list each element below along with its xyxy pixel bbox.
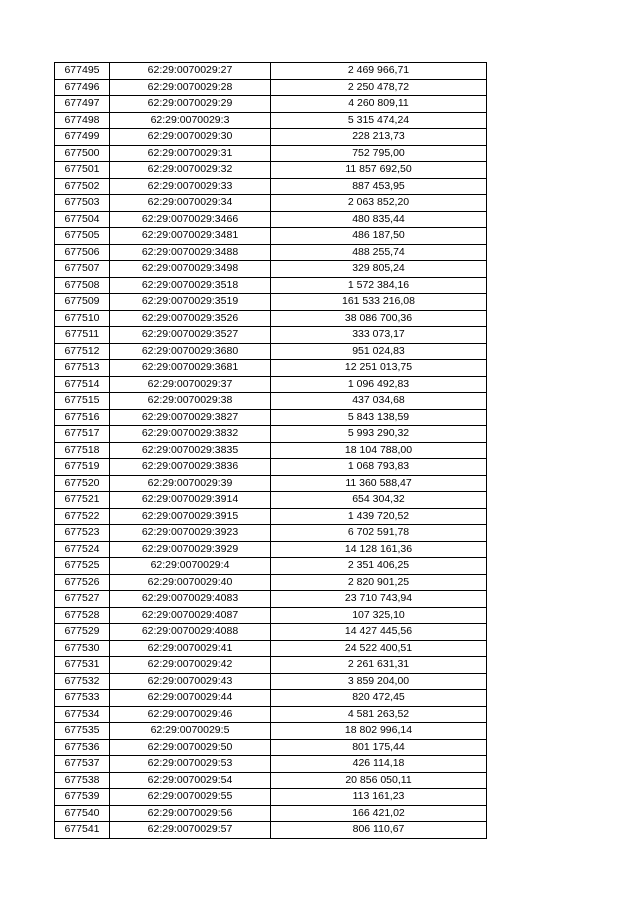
cadastral-number-cell: 62:29:0070029:3929 (110, 541, 271, 558)
table-row (55, 723, 487, 740)
row-number-cell: 677541 (55, 822, 110, 839)
table-row (55, 772, 487, 789)
row-number-cell: 677530 (55, 640, 110, 657)
cadastral-value-cell: 887 453,95 (271, 178, 487, 195)
row-number-cell: 677507 (55, 261, 110, 278)
row-number-cell: 677515 (55, 393, 110, 410)
table-row (55, 690, 487, 707)
cadastral-value-cell: 752 795,00 (271, 145, 487, 162)
cadastral-number-cell: 62:29:0070029:34 (110, 195, 271, 212)
table-row (55, 558, 487, 575)
cadastral-value-cell: 113 161,23 (271, 789, 487, 806)
cadastral-number-cell: 62:29:0070029:57 (110, 822, 271, 839)
table-row (55, 739, 487, 756)
cadastral-value-cell: 20 856 050,11 (271, 772, 487, 789)
table-body (55, 63, 487, 839)
table-row (55, 805, 487, 822)
row-number-cell: 677499 (55, 129, 110, 146)
row-number-cell: 677506 (55, 244, 110, 261)
cadastral-number-cell: 62:29:0070029:3498 (110, 261, 271, 278)
table-row (55, 426, 487, 443)
cadastral-number-cell: 62:29:0070029:55 (110, 789, 271, 806)
row-number-cell: 677529 (55, 624, 110, 641)
cadastral-number-cell: 62:29:0070029:39 (110, 475, 271, 492)
cadastral-number-cell: 62:29:0070029:4087 (110, 607, 271, 624)
row-number-cell: 677516 (55, 409, 110, 426)
cadastral-value-cell: 2 820 901,25 (271, 574, 487, 591)
cadastral-value-cell: 14 128 161,36 (271, 541, 487, 558)
row-number-cell: 677497 (55, 96, 110, 113)
cadastral-value-cell: 11 857 692,50 (271, 162, 487, 179)
cadastral-value-cell: 1 096 492,83 (271, 376, 487, 393)
row-number-cell: 677539 (55, 789, 110, 806)
table-row (55, 63, 487, 80)
row-number-cell: 677518 (55, 442, 110, 459)
cadastral-value-cell: 2 250 478,72 (271, 79, 487, 96)
table-row (55, 162, 487, 179)
cadastral-number-cell: 62:29:0070029:33 (110, 178, 271, 195)
table-row (55, 277, 487, 294)
row-number-cell: 677502 (55, 178, 110, 195)
table-row (55, 706, 487, 723)
row-number-cell: 677509 (55, 294, 110, 311)
row-number-cell: 677519 (55, 459, 110, 476)
cadastral-value-cell: 2 261 631,31 (271, 657, 487, 674)
cadastral-number-cell: 62:29:0070029:4083 (110, 591, 271, 608)
cadastral-number-cell: 62:29:0070029:3 (110, 112, 271, 129)
cadastral-value-cell: 329 805,24 (271, 261, 487, 278)
table-row (55, 442, 487, 459)
cadastral-value-cell: 480 835,44 (271, 211, 487, 228)
cadastral-value-table (54, 62, 487, 839)
cadastral-value-cell: 38 086 700,36 (271, 310, 487, 327)
row-number-cell: 677540 (55, 805, 110, 822)
row-number-cell: 677531 (55, 657, 110, 674)
cadastral-number-cell: 62:29:0070029:46 (110, 706, 271, 723)
row-number-cell: 677526 (55, 574, 110, 591)
table-row (55, 393, 487, 410)
cadastral-number-cell: 62:29:0070029:3680 (110, 343, 271, 360)
cadastral-number-cell: 62:29:0070029:3518 (110, 277, 271, 294)
row-number-cell: 677505 (55, 228, 110, 245)
cadastral-value-cell: 11 360 588,47 (271, 475, 487, 492)
cadastral-number-cell: 62:29:0070029:3488 (110, 244, 271, 261)
row-number-cell: 677501 (55, 162, 110, 179)
table-row (55, 640, 487, 657)
table-row (55, 343, 487, 360)
table-row (55, 508, 487, 525)
cadastral-number-cell: 62:29:0070029:3827 (110, 409, 271, 426)
cadastral-number-cell: 62:29:0070029:44 (110, 690, 271, 707)
row-number-cell: 677498 (55, 112, 110, 129)
row-number-cell: 677514 (55, 376, 110, 393)
table-row (55, 327, 487, 344)
cadastral-number-cell: 62:29:0070029:37 (110, 376, 271, 393)
table-row (55, 96, 487, 113)
cadastral-value-cell: 1 572 384,16 (271, 277, 487, 294)
table-row (55, 492, 487, 509)
cadastral-value-cell: 1 439 720,52 (271, 508, 487, 525)
cadastral-number-cell: 62:29:0070029:3466 (110, 211, 271, 228)
row-number-cell: 677537 (55, 756, 110, 773)
table-row (55, 360, 487, 377)
row-number-cell: 677510 (55, 310, 110, 327)
cadastral-value-cell: 2 351 406,25 (271, 558, 487, 575)
table-row (55, 574, 487, 591)
cadastral-value-cell: 437 034,68 (271, 393, 487, 410)
cadastral-number-cell: 62:29:0070029:27 (110, 63, 271, 80)
cadastral-number-cell: 62:29:0070029:3527 (110, 327, 271, 344)
table-row (55, 459, 487, 476)
cadastral-value-cell: 5 993 290,32 (271, 426, 487, 443)
cadastral-value-cell: 654 304,32 (271, 492, 487, 509)
cadastral-number-cell: 62:29:0070029:40 (110, 574, 271, 591)
cadastral-value-cell: 12 251 013,75 (271, 360, 487, 377)
table-row (55, 178, 487, 195)
table-row (55, 409, 487, 426)
row-number-cell: 677496 (55, 79, 110, 96)
table-row (55, 673, 487, 690)
cadastral-value-cell: 23 710 743,94 (271, 591, 487, 608)
table-row (55, 376, 487, 393)
cadastral-value-cell: 806 110,67 (271, 822, 487, 839)
cadastral-value-cell: 488 255,74 (271, 244, 487, 261)
table-row (55, 789, 487, 806)
cadastral-number-cell: 62:29:0070029:3914 (110, 492, 271, 509)
cadastral-value-cell: 5 315 474,24 (271, 112, 487, 129)
row-number-cell: 677527 (55, 591, 110, 608)
cadastral-value-cell: 161 533 216,08 (271, 294, 487, 311)
row-number-cell: 677523 (55, 525, 110, 542)
cadastral-number-cell: 62:29:0070029:4088 (110, 624, 271, 641)
cadastral-number-cell: 62:29:0070029:30 (110, 129, 271, 146)
cadastral-number-cell: 62:29:0070029:3915 (110, 508, 271, 525)
row-number-cell: 677538 (55, 772, 110, 789)
cadastral-number-cell: 62:29:0070029:5 (110, 723, 271, 740)
table-row (55, 657, 487, 674)
cadastral-value-cell: 24 522 400,51 (271, 640, 487, 657)
row-number-cell: 677508 (55, 277, 110, 294)
cadastral-value-cell: 820 472,45 (271, 690, 487, 707)
table-row (55, 228, 487, 245)
cadastral-number-cell: 62:29:0070029:43 (110, 673, 271, 690)
row-number-cell: 677522 (55, 508, 110, 525)
row-number-cell: 677495 (55, 63, 110, 80)
cadastral-value-cell: 2 063 852,20 (271, 195, 487, 212)
cadastral-value-cell: 4 581 263,52 (271, 706, 487, 723)
cadastral-value-cell: 1 068 793,83 (271, 459, 487, 476)
table-row (55, 244, 487, 261)
cadastral-value-cell: 4 260 809,11 (271, 96, 487, 113)
cadastral-number-cell: 62:29:0070029:28 (110, 79, 271, 96)
row-number-cell: 677536 (55, 739, 110, 756)
cadastral-value-cell: 486 187,50 (271, 228, 487, 245)
cadastral-number-cell: 62:29:0070029:54 (110, 772, 271, 789)
cadastral-value-cell: 18 802 996,14 (271, 723, 487, 740)
cadastral-number-cell: 62:29:0070029:50 (110, 739, 271, 756)
row-number-cell: 677533 (55, 690, 110, 707)
cadastral-number-cell: 62:29:0070029:3835 (110, 442, 271, 459)
cadastral-number-cell: 62:29:0070029:42 (110, 657, 271, 674)
table-row (55, 475, 487, 492)
cadastral-value-cell: 6 702 591,78 (271, 525, 487, 542)
cadastral-value-cell: 14 427 445,56 (271, 624, 487, 641)
table-row (55, 195, 487, 212)
table-row (55, 756, 487, 773)
row-number-cell: 677528 (55, 607, 110, 624)
cadastral-value-cell: 5 843 138,59 (271, 409, 487, 426)
row-number-cell: 677520 (55, 475, 110, 492)
row-number-cell: 677500 (55, 145, 110, 162)
table-row (55, 541, 487, 558)
row-number-cell: 677511 (55, 327, 110, 344)
cadastral-number-cell: 62:29:0070029:53 (110, 756, 271, 773)
table-row (55, 145, 487, 162)
row-number-cell: 677521 (55, 492, 110, 509)
row-number-cell: 677503 (55, 195, 110, 212)
table-row (55, 822, 487, 839)
cadastral-number-cell: 62:29:0070029:4 (110, 558, 271, 575)
row-number-cell: 677517 (55, 426, 110, 443)
cadastral-value-cell: 18 104 788,00 (271, 442, 487, 459)
cadastral-value-cell: 333 073,17 (271, 327, 487, 344)
cadastral-number-cell: 62:29:0070029:31 (110, 145, 271, 162)
row-number-cell: 677534 (55, 706, 110, 723)
table-row (55, 607, 487, 624)
cadastral-number-cell: 62:29:0070029:32 (110, 162, 271, 179)
cadastral-value-cell: 166 421,02 (271, 805, 487, 822)
cadastral-value-cell: 2 469 966,71 (271, 63, 487, 80)
cadastral-number-cell: 62:29:0070029:3836 (110, 459, 271, 476)
row-number-cell: 677513 (55, 360, 110, 377)
cadastral-value-cell: 951 024,83 (271, 343, 487, 360)
cadastral-number-cell: 62:29:0070029:3923 (110, 525, 271, 542)
cadastral-number-cell: 62:29:0070029:3519 (110, 294, 271, 311)
table-row (55, 211, 487, 228)
row-number-cell: 677524 (55, 541, 110, 558)
row-number-cell: 677535 (55, 723, 110, 740)
cadastral-number-cell: 62:29:0070029:29 (110, 96, 271, 113)
cadastral-number-cell: 62:29:0070029:3681 (110, 360, 271, 377)
table-row (55, 294, 487, 311)
cadastral-value-cell: 107 325,10 (271, 607, 487, 624)
table-row (55, 112, 487, 129)
cadastral-number-cell: 62:29:0070029:3832 (110, 426, 271, 443)
table-row (55, 79, 487, 96)
table-row (55, 261, 487, 278)
table-row (55, 624, 487, 641)
cadastral-number-cell: 62:29:0070029:41 (110, 640, 271, 657)
table-row (55, 310, 487, 327)
row-number-cell: 677512 (55, 343, 110, 360)
table-row (55, 129, 487, 146)
cadastral-value-cell: 426 114,18 (271, 756, 487, 773)
cadastral-value-cell: 3 859 204,00 (271, 673, 487, 690)
cadastral-number-cell: 62:29:0070029:38 (110, 393, 271, 410)
cadastral-number-cell: 62:29:0070029:56 (110, 805, 271, 822)
cadastral-number-cell: 62:29:0070029:3481 (110, 228, 271, 245)
row-number-cell: 677504 (55, 211, 110, 228)
row-number-cell: 677525 (55, 558, 110, 575)
row-number-cell: 677532 (55, 673, 110, 690)
cadastral-value-cell: 228 213,73 (271, 129, 487, 146)
table-row (55, 525, 487, 542)
table-row (55, 591, 487, 608)
cadastral-value-cell: 801 175,44 (271, 739, 487, 756)
cadastral-number-cell: 62:29:0070029:3526 (110, 310, 271, 327)
